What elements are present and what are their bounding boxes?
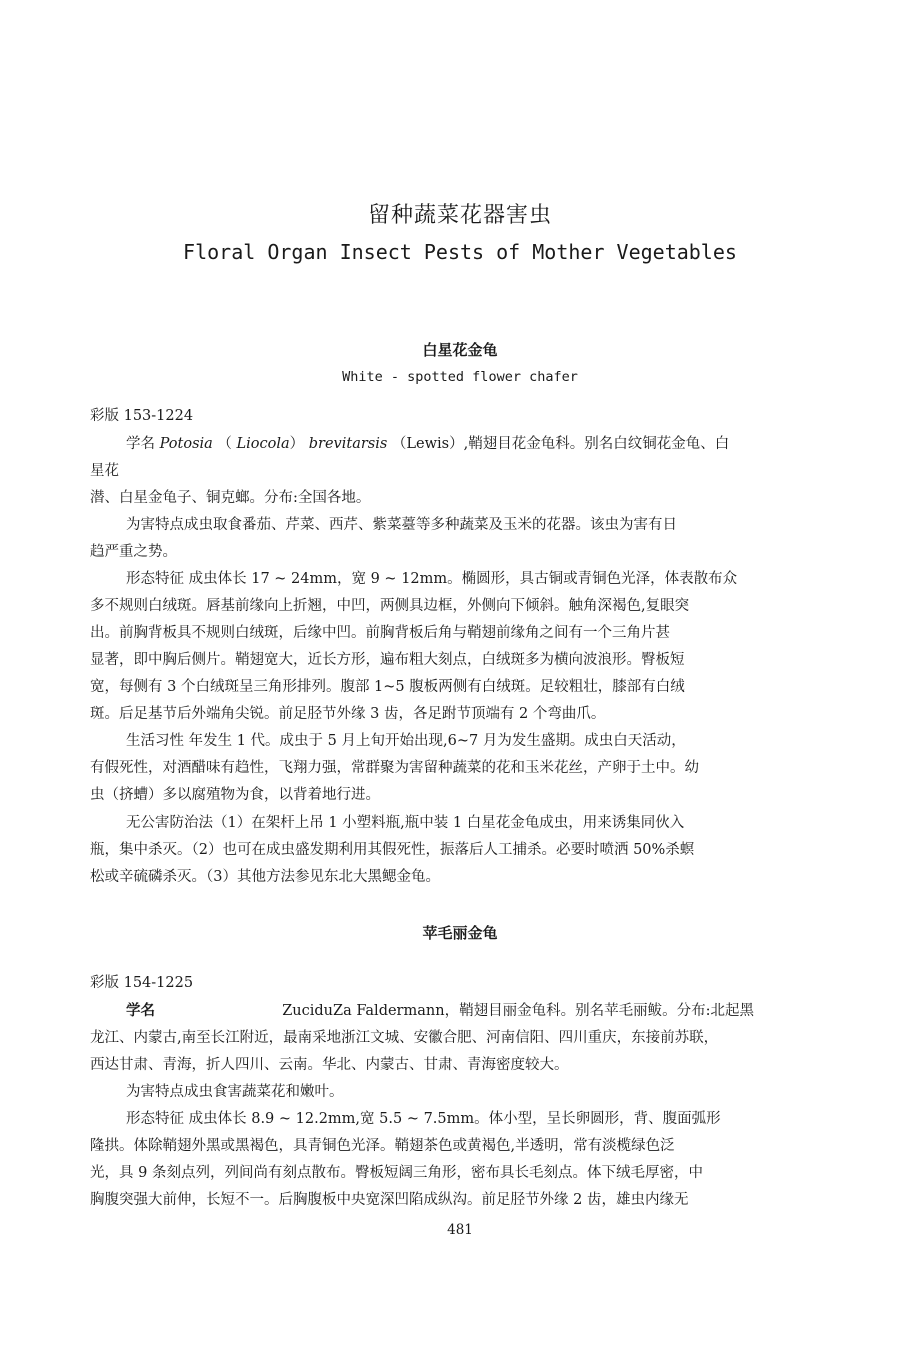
section-title-white-spotted-chafer: 白星花金龟 bbox=[422, 341, 498, 359]
paragraph-line: 胸腹突强大前伸，长短不一。后胸腹板中央宽深凹陷成纵沟。前足胫节外缘 2 齿，雄虫内缘无 bbox=[90, 1192, 689, 1208]
sci-name-rest: ZuciduZa Faldermann，鞘翅目丽金龟科。别名苹毛丽鲅。分布:北起黑 bbox=[282, 1003, 754, 1019]
plate-reference: 彩版 153-1224 bbox=[90, 408, 194, 424]
paren-close: ） bbox=[289, 436, 305, 452]
paragraph-line: 显著，即中胸后侧片。鞘翅宽大，近长方形，遍布粗大刻点，白绒斑多为横向波浪形。臀板短 bbox=[90, 652, 685, 668]
paragraph-line: 有假死性，对酒醋味有趋性，飞翔力强，常群聚为害留种蔬菜的花和玉米花丝，产卵于土中。幼 bbox=[90, 760, 699, 776]
paragraph-line: 隆拱。体除鞘翅外黑或黑褐色，具青铜色光泽。鞘翅茶色或黄褐色,半透明，常有淡榄绿色泛 bbox=[90, 1138, 675, 1154]
paragraph-line: 形态特征 成虫体长 8.9 ~ 12.2mm,宽 5.5 ~ 7.5mm。体小型，呈长卵圆形，背、腹面弧形 bbox=[126, 1111, 721, 1127]
paragraph-line: 虫（挤螬）多以腐殖物为食，以背着地行进。 bbox=[90, 787, 380, 803]
paren-open: （ bbox=[217, 436, 232, 452]
paragraph-line: 趋严重之势。 bbox=[90, 544, 177, 560]
section-subtitle-english: White - spotted flower chafer bbox=[342, 369, 578, 385]
paragraph-line: 松或辛硫磷杀灭。（3）其他方法参见东北大黑鳃金龟。 bbox=[90, 869, 440, 885]
paragraph-line: 宽，每侧有 3 个白绒斑呈三角形排列。腹部 1~5 腹板两侧有白绒斑。足较粗壮，膝部有白绒 bbox=[90, 679, 685, 695]
paragraph-line: 光，具 9 条刻点列，列间尚有刻点散布。臀板短阔三角形，密布具长毛刻点。体下绒毛厚密，中 bbox=[90, 1165, 703, 1181]
sci-name-label: 学名 bbox=[126, 436, 155, 452]
paragraph-line: 无公害防治法（1）在架杆上吊 1 小塑料瓶,瓶中装 1 白星花金龟成虫，用来诱集同伙入 bbox=[126, 815, 685, 831]
paragraph-line: 生活习性 年发生 1 代。成虫于 5 月上旬开始出现,6~7 月为发生盛期。成虫白天活动， bbox=[126, 733, 686, 749]
section-title-apple-hairy-chafer: 苹毛丽金龟 bbox=[422, 924, 498, 942]
page-title-english: Floral Organ Insect Pests of Mother Vegetables bbox=[183, 240, 737, 264]
paragraph-line: 斑。后足基节后外端角尖锐。前足胫节外缘 3 齿，各足跗节顶端有 2 个弯曲爪。 bbox=[90, 706, 606, 722]
paragraph-line: 潜、白星金龟子、铜克螂。分布:全国各地。 bbox=[90, 490, 371, 506]
paragraph-line: 为害特点成虫食害蔬菜花和嫩叶。 bbox=[126, 1084, 344, 1100]
paragraph-line: 龙江、内蒙古,南至长江附近，最南采地浙江文城、安徽合肥、河南信阳、四川重庆，东接前苏联， bbox=[90, 1030, 719, 1046]
scientific-name-line bbox=[126, 1001, 871, 1021]
paragraph-line: 瓶，集中杀灭。（2）也可在成虫盛发期利用其假死性，振落后人工捕杀。必要时喷洒 50%杀螟 bbox=[90, 842, 695, 858]
subgenus-name: Liocola bbox=[236, 436, 290, 452]
scientific-name-line bbox=[126, 434, 871, 454]
paragraph-line: 为害特点成虫取食番茄、芹菜、西芹、紫菜薹等多种蔬菜及玉米的花器。该虫为害有日 bbox=[126, 517, 677, 533]
paragraph-line: 星花 bbox=[90, 463, 119, 479]
paragraph-line: 西达甘肃、青海，折人四川、云南。华北、内蒙古、甘肃、青海密度较大。 bbox=[90, 1057, 569, 1073]
page-number: 481 bbox=[447, 1222, 473, 1238]
paragraph-line: 形态特征 成虫体长 17 ~ 24mm，宽 9 ~ 12mm。椭圆形，具古铜或青铜色光泽，体表散布众 bbox=[126, 571, 738, 587]
sci-name-label: 学名 bbox=[126, 1002, 155, 1019]
plate-reference: 彩版 154-1225 bbox=[90, 975, 194, 991]
paragraph-line: 多不规则白绒斑。唇基前缘向上折翘，中凹，两侧具边框，外侧向下倾斜。触角深褐色,复眼突 bbox=[90, 598, 690, 614]
page-title-chinese: 留种蔬菜花器害虫 bbox=[367, 203, 552, 228]
sci-name-rest: （Lewis）,鞘翅目花金龟科。别名白纹铜花金龟、白 bbox=[391, 436, 730, 452]
species-name: brevitarsis bbox=[308, 436, 388, 452]
paragraph-line: 出。前胸背板具不规则白绒斑，后缘中凹。前胸背板后角与鞘翅前缘角之间有一个三角片甚 bbox=[90, 625, 670, 641]
genus-name: Potosia bbox=[159, 436, 213, 452]
